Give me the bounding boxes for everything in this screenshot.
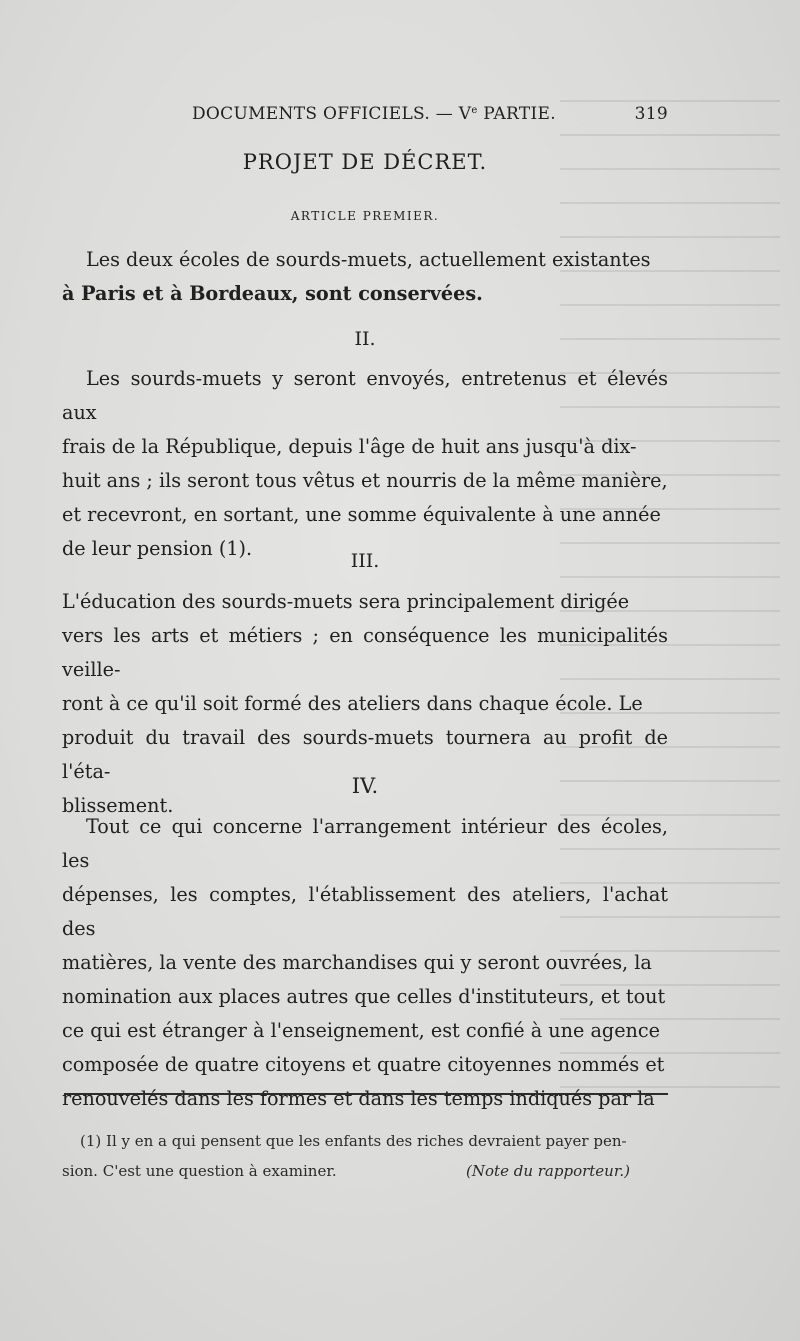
article-4-text	[62, 810, 668, 1116]
footnote	[62, 1126, 668, 1186]
article-3-line-3: ront à ce qu'il soit formé des ateliers dans chaque école. Le	[62, 692, 643, 715]
article-2-line-1: Les sourds-muets y seront envoyés, entretenus et élevés aux	[62, 367, 668, 424]
article-3-heading: III.	[350, 550, 380, 572]
article-3-line-2: vers les arts et métiers ; en conséquence les municipalités veille-	[62, 624, 668, 681]
article-4-line-1: Tout ce qui concerne l'arrangement intérieur des écoles, les	[62, 815, 668, 872]
footnote-rule	[64, 1093, 668, 1095]
running-title-text: DOCUMENTS OFFICIELS. — V	[192, 104, 472, 124]
article-2-text	[62, 362, 668, 566]
article-2-line-4: et recevront, en sortant, une somme équivalente à une année	[62, 503, 661, 526]
running-title-superscript: e	[471, 105, 478, 116]
article-2-line-2: frais de la République, depuis l'âge de huit ans jusqu'à dix-	[62, 435, 637, 458]
article-2-heading: II.	[354, 328, 376, 350]
running-title-end: PARTIE.	[477, 104, 556, 124]
page-title: PROJET DE DÉCRET.	[242, 150, 488, 174]
article-4-line-4: nomination aux places autres que celles d'instituteurs, et tout	[62, 985, 666, 1008]
footnote-line-2-text: sion. C'est une question à examiner.	[62, 1162, 337, 1180]
article-1-line-2: à Paris et à Bordeaux, sont conservées.	[62, 282, 483, 305]
running-title	[192, 104, 556, 124]
article-3-line-4: produit du travail des sourds-muets tournera au profit de l'éta-	[62, 726, 668, 783]
footnote-line-1: (1) Il y en a qui pensent que les enfants des riches devraient payer pen-	[80, 1132, 627, 1150]
article-3-line-1: L'éducation des sourds-muets sera principalement dirigée	[62, 590, 630, 613]
article-4-line-3: matières, la vente des marchandises qui y seront ouvrées, la	[62, 951, 652, 974]
running-header	[62, 104, 668, 134]
footnote-line-2	[62, 1156, 668, 1186]
article-2-line-5: de leur pension (1).	[62, 537, 253, 560]
article-premier-heading: ARTICLE PREMIER.	[290, 209, 440, 223]
article-4-line-5: ce qui est étranger à l'enseignement, est confié à une agence	[62, 1019, 661, 1042]
article-1-line-1: Les deux écoles de sourds-muets, actuellement existantes	[86, 248, 651, 271]
article-2-line-3: huit ans ; ils seront tous vêtus et nourris de la même manière,	[62, 469, 668, 492]
footnote-attribution: (Note du rapporteur.)	[466, 1162, 630, 1180]
article-4-line-2: dépenses, les comptes, l'établissement des ateliers, l'achat des	[62, 883, 668, 940]
article-3-line-5: blissement.	[62, 794, 174, 817]
article-4-line-6: composée de quatre citoyens et quatre citoyennes nommés et	[62, 1053, 665, 1076]
page-number: 319	[634, 104, 668, 124]
article-1-text	[62, 243, 668, 311]
article-4-heading: IV.	[351, 774, 379, 798]
article-4-line-7: renouvelés dans les formes et dans les temps indiqués par la	[62, 1087, 655, 1110]
